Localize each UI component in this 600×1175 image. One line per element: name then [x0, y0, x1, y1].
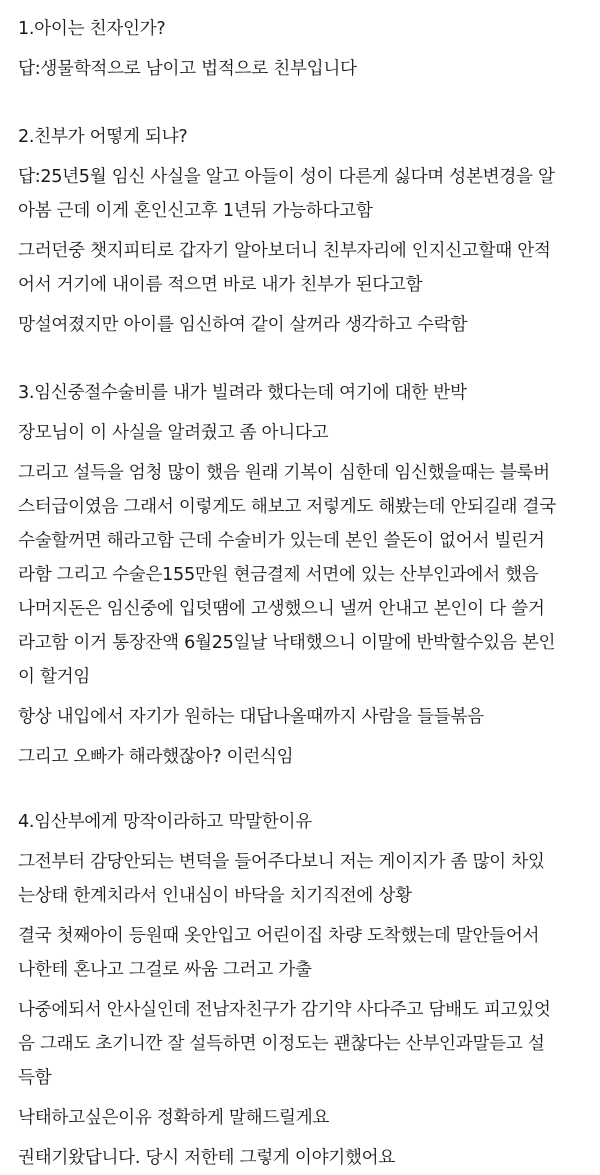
question-4 [18, 805, 588, 839]
text-line: 라고함 이거 통장잔액 6월25일날 낙태했으니 이말에 반박할수있음 본인 [18, 633, 556, 653]
answer-paragraph [18, 919, 588, 987]
answer-paragraph [18, 845, 588, 913]
text-line: 그전부터 감당안되는 변덕을 들어주다보니 저는 게이지가 좀 많이 차있 [18, 852, 545, 872]
text-line: 항상 내입에서 자기가 원하는 대답나올때까지 사람을 들들볶음 [18, 707, 484, 727]
text-line: 는상태 한계치라서 인내심이 바닥을 치기직전에 상황 [18, 886, 412, 906]
text-line: 나중에되서 안사실인데 전남자친구가 감기약 사다주고 담배도 피고있엇 [18, 1000, 551, 1020]
text-line: 망설여졌지만 아이를 임신하여 같이 살꺼라 생각하고 수락함 [18, 315, 468, 335]
answer-paragraph [18, 1101, 588, 1135]
text-line: 그리고 설득을 엄청 많이 했음 원래 기복이 심한데 임신했을때는 블룩버 [18, 463, 550, 483]
text-line: 라함 그리고 수술은155만원 현금결제 서면에 있는 산부인과에서 했음 [18, 565, 539, 585]
text-line: 득함 [18, 1068, 52, 1088]
text-line: 스터급이였음 그래서 이렇게도 해보고 저렇게도 해봤는데 안되길래 결국 [18, 497, 556, 517]
text-line: 아봄 근데 이게 혼인신고후 1년뒤 가능하다고함 [18, 201, 373, 221]
text-line: 권태기왔답니다. 당시 저한테 그렇게 이야기했어요 [18, 1148, 396, 1168]
text-line: 결국 첫째아이 등원때 옷안입고 어린이집 차량 도착했는데 말안들어서 [18, 926, 540, 946]
answer-paragraph [18, 52, 588, 86]
qa-section-2 [18, 120, 588, 342]
question-3 [18, 376, 588, 410]
text-line: 장모님이 이 사실을 알려줬고 좀 아니다고 [18, 423, 329, 443]
text-line: 4.임산부에게 망작이라하고 막말한이유 [18, 812, 312, 832]
qa-section-3 [18, 376, 588, 774]
answer-paragraph [18, 160, 588, 228]
question-2 [18, 120, 588, 154]
text-line: 그리고 오빠가 해라했잖아? 이런식임 [18, 747, 294, 767]
answer-paragraph [18, 456, 588, 694]
text-line: 어서 거기에 내이름 적으면 바로 내가 친부가 된다고함 [18, 275, 423, 295]
section-spacer [18, 348, 588, 376]
text-line: 그러던중 챗지피티로 갑자기 알아보더니 친부자리에 인지신고할때 안적 [18, 241, 551, 261]
qa-section-4 [18, 805, 588, 1175]
text-line: 수술할꺼면 해라고함 근데 수술비가 있는데 본인 쓸돈이 없어서 빌린거 [18, 531, 545, 551]
text-line: 이 할거임 [18, 667, 91, 687]
text-line: 3.임신중절수술비를 내가 빌려라 했다는데 여기에 대한 반박 [18, 383, 467, 403]
text-line: 낙태하고싶은이유 정확하게 말해드릴게요 [18, 1108, 330, 1128]
answer-paragraph [18, 700, 588, 734]
text-line: 답:25년5월 임신 사실을 알고 아들이 성이 다른게 싫다며 성본변경을 알 [18, 167, 555, 187]
text-line: 답:생물학적으로 남이고 법적으로 친부입니다 [18, 59, 357, 79]
text-line: 2.친부가 어떻게 되냐? [18, 127, 188, 147]
question-1 [18, 12, 588, 46]
section-spacer [18, 780, 588, 805]
answer-paragraph [18, 308, 588, 342]
answer-paragraph [18, 416, 588, 450]
qa-section-1 [18, 12, 588, 86]
answer-paragraph [18, 740, 588, 774]
text-line: 1.아이는 친자인가? [18, 19, 166, 39]
text-line: 나머지돈은 임신중에 입덧땜에 고생했으니 낼꺼 안내고 본인이 다 쓸거 [18, 599, 545, 619]
answer-paragraph [18, 1141, 588, 1175]
section-spacer [18, 92, 588, 120]
text-line: 나한테 혼나고 그걸로 싸움 그러고 가출 [18, 960, 312, 980]
answer-paragraph [18, 234, 588, 302]
text-line: 음 그래도 초기니깐 잘 설득하면 이정도는 괜찮다는 산부인과말듣고 설 [18, 1034, 545, 1054]
answer-paragraph [18, 993, 588, 1095]
